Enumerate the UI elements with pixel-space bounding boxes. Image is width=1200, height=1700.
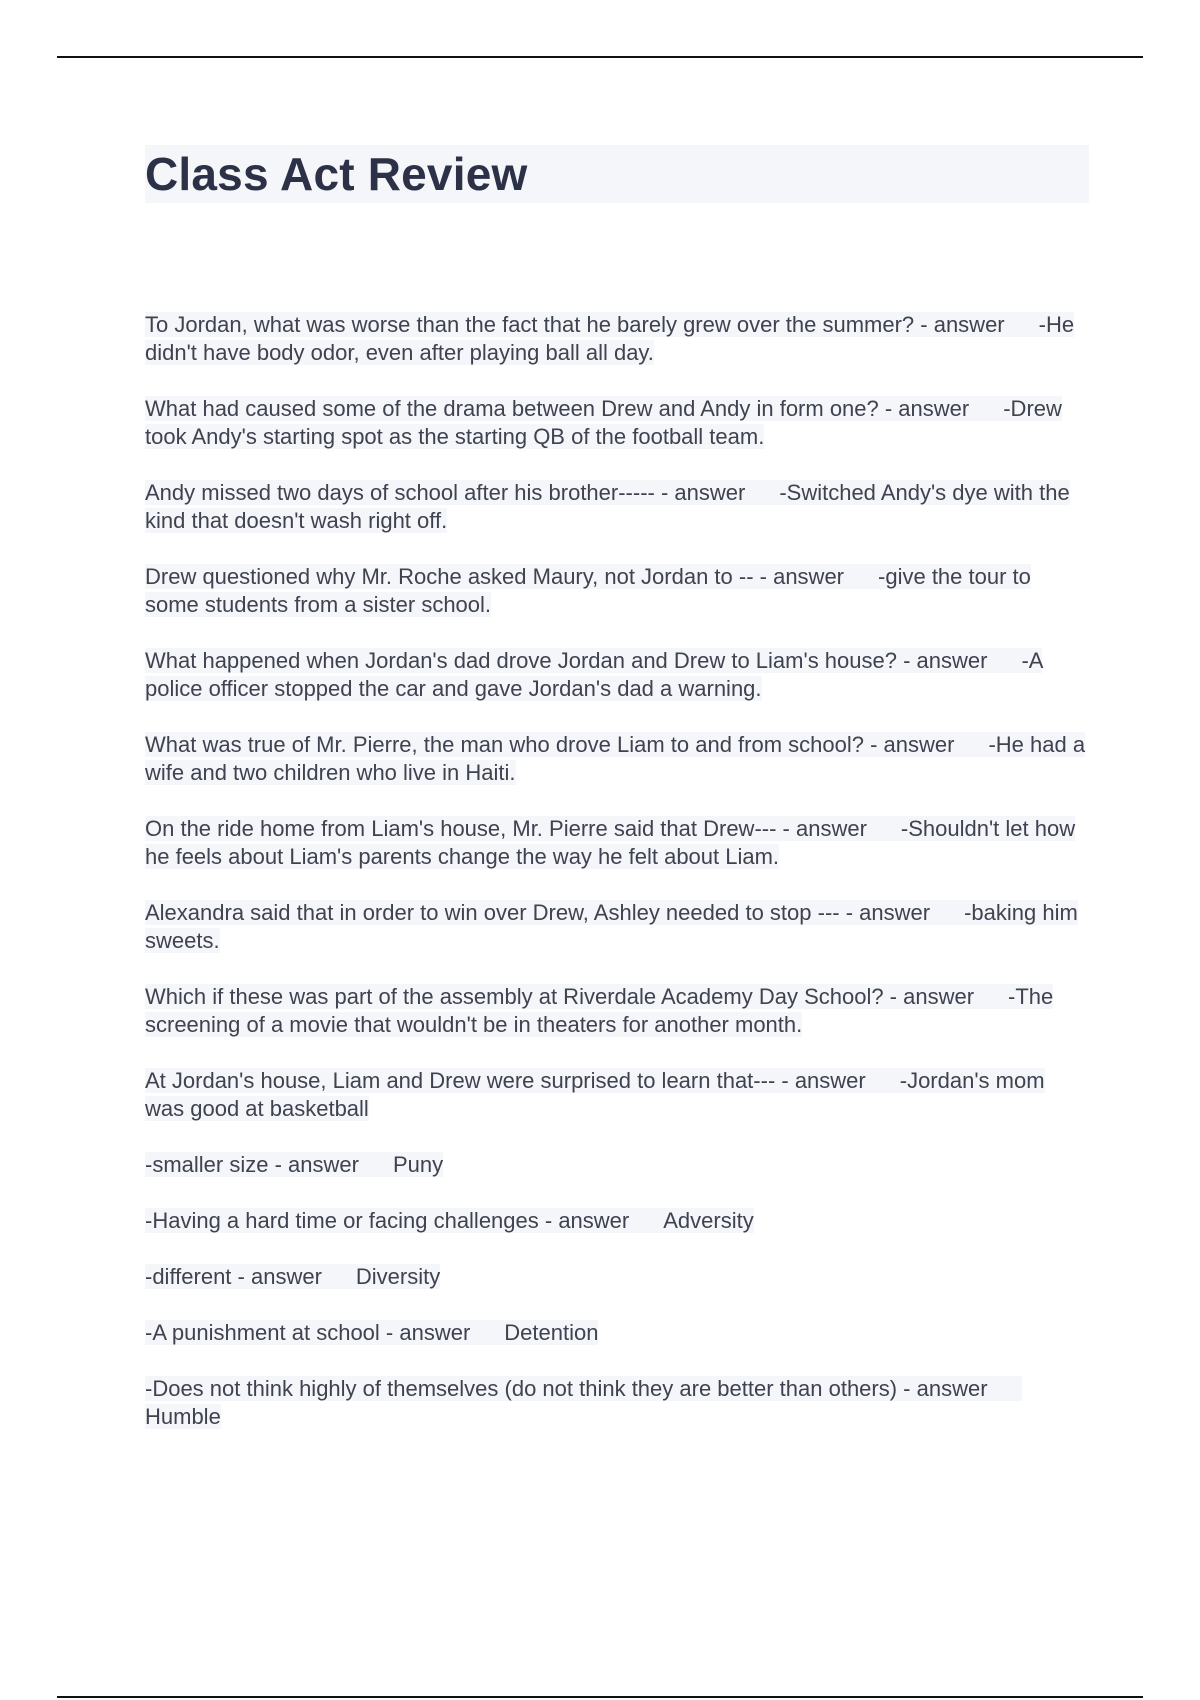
question-text: -Does not think highly of themselves (do not think they are better than others) - answer (145, 1376, 988, 1401)
qa-item (145, 1263, 1089, 1291)
answer-text: -baking him sweets. (145, 900, 1078, 953)
qa-item (145, 731, 1089, 787)
question-text: At Jordan's house, Liam and Drew were surprised to learn that--- - answer (145, 1068, 866, 1093)
answer-text: -Switched Andy's dye with the kind that doesn't wash right off. (145, 480, 1070, 533)
question-text: On the ride home from Liam's house, Mr. Pierre said that Drew--- - answer (145, 816, 867, 841)
question-text: To Jordan, what was worse than the fact that he barely grew over the summer? - answer (145, 312, 1005, 337)
answer-text: Diversity (355, 1264, 441, 1289)
question-text: Alexandra said that in order to win over Drew, Ashley needed to stop --- - answer (145, 900, 931, 925)
answer-text: -The screening of a movie that wouldn't be in theaters for another month. (145, 984, 1054, 1037)
answer-text: -Shouldn't let how he feels about Liam's parents change the way he felt about Liam. (145, 816, 1076, 869)
question-text: Which if these was part of the assembly at Riverdale Academy Day School? - answer (145, 984, 975, 1009)
page-title: Class Act Review (145, 148, 528, 200)
qa-item (145, 311, 1089, 367)
question-text: What happened when Jordan's dad drove Jordan and Drew to Liam's house? - answer (145, 648, 988, 673)
question-text: What was true of Mr. Pierre, the man who drove Liam to and from school? - answer (145, 732, 955, 757)
question-text: -A punishment at school - answer (145, 1320, 471, 1345)
answer-text: -A police officer stopped the car and gave Jordan's dad a warning. (145, 648, 1043, 701)
qa-list (145, 311, 1089, 1459)
question-text: What had caused some of the drama between Drew and Andy in form one? - answer (145, 396, 970, 421)
qa-item (145, 983, 1089, 1039)
qa-item (145, 647, 1089, 703)
answer-text: Humble (145, 1404, 221, 1429)
answer-text: -Drew took Andy's starting spot as the starting QB of the football team. (145, 396, 1062, 449)
qa-item (145, 563, 1089, 619)
qa-item (145, 1067, 1089, 1123)
question-text: -different - answer (145, 1264, 322, 1289)
answer-text: -He didn't have body odor, even after playing ball all day. (145, 312, 1075, 365)
qa-item (145, 395, 1089, 451)
bottom-rule (57, 1696, 1143, 1698)
question-text: Andy missed two days of school after his brother----- - answer (145, 480, 746, 505)
qa-item (145, 815, 1089, 871)
question-text: Drew questioned why Mr. Roche asked Maury, not Jordan to -- - answer (145, 564, 845, 589)
qa-item (145, 1207, 1089, 1235)
qa-item (145, 1151, 1089, 1179)
qa-item (145, 1375, 1089, 1431)
answer-text: Puny (392, 1152, 444, 1177)
question-text: -Having a hard time or facing challenges - answer (145, 1208, 630, 1233)
answer-text: Detention (504, 1320, 599, 1345)
qa-item (145, 1319, 1089, 1347)
answer-text: -give the tour to some students from a sister school. (145, 564, 1031, 617)
answer-text: Adversity (663, 1208, 754, 1233)
answer-text: -He had a wife and two children who live in Haiti. (145, 732, 1086, 785)
qa-item (145, 899, 1089, 955)
qa-item (145, 479, 1089, 535)
answer-text: -Jordan's mom was good at basketball (145, 1068, 1045, 1121)
top-rule (57, 56, 1143, 58)
question-text: -smaller size - answer (145, 1152, 359, 1177)
